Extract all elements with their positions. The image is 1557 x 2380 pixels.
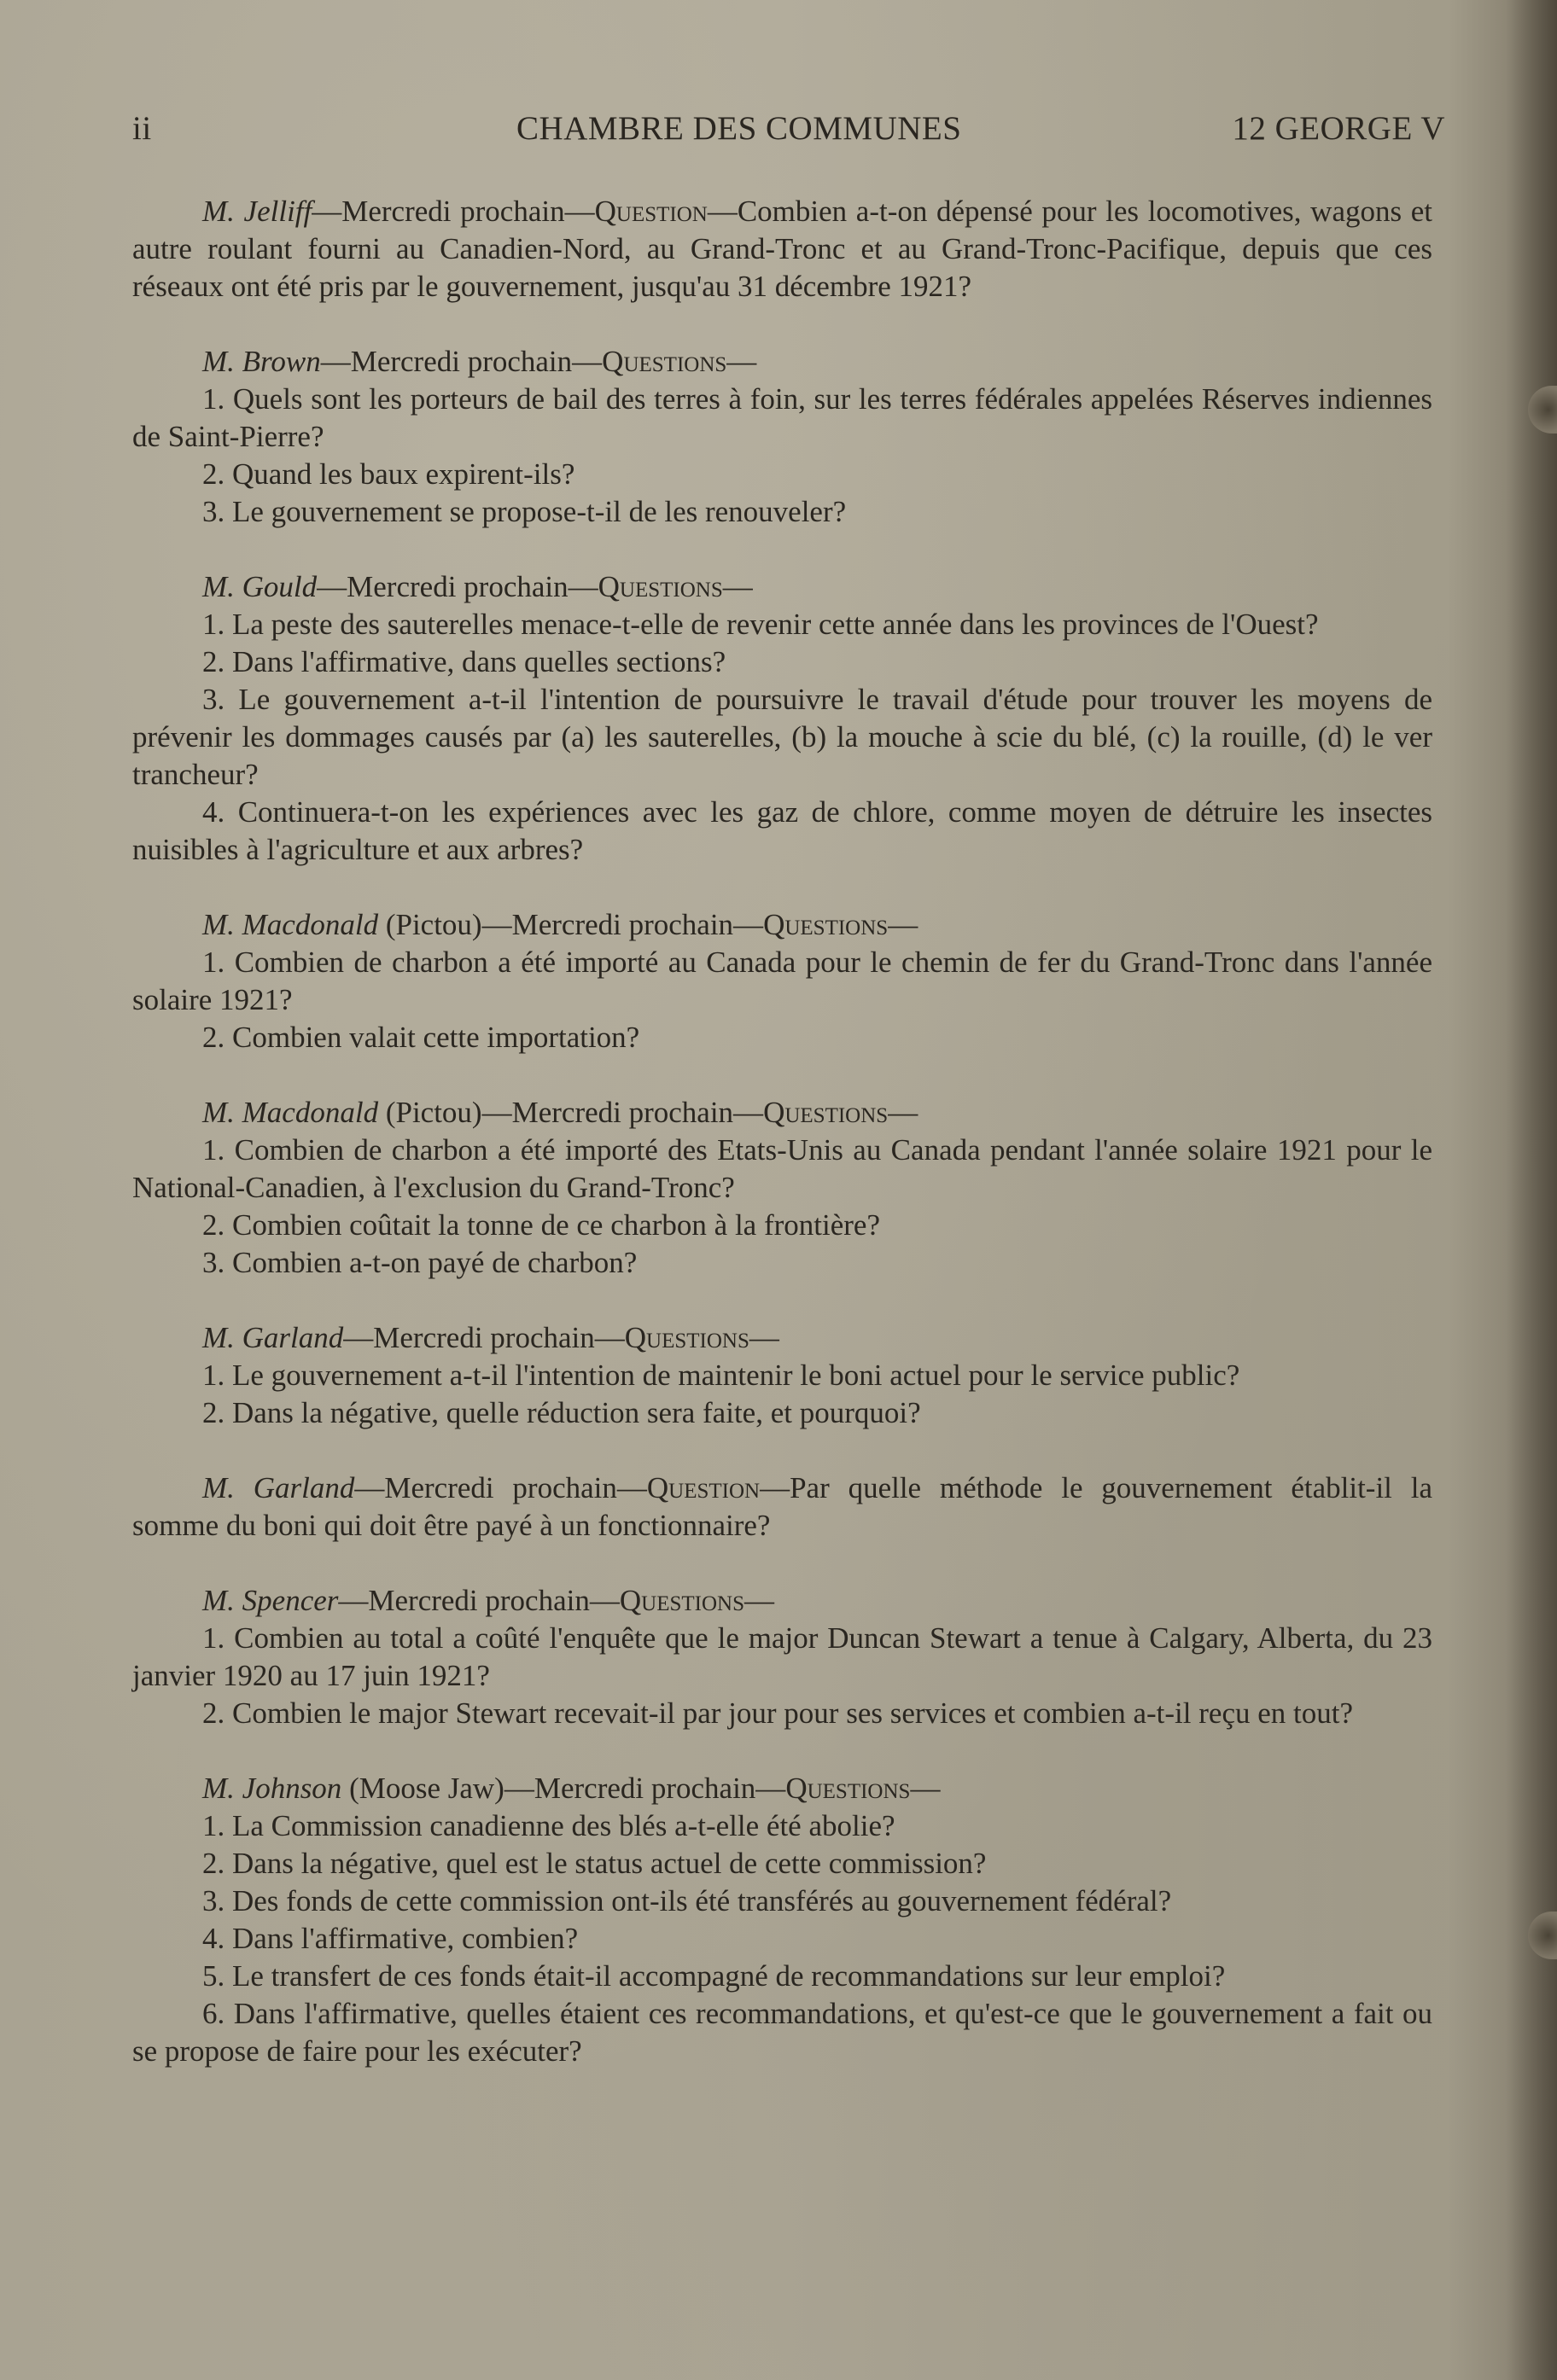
member-name: M. Johnson xyxy=(202,1772,342,1805)
question-date: —Mercredi prochain— xyxy=(504,1772,786,1805)
question-entry xyxy=(132,1319,1432,1432)
question-item: 1. Quels sont les porteurs de bail des terres à foin, sur les terres fédérales appelées Réserves indiennes de Saint-Pierre? xyxy=(132,382,1432,453)
question-entry xyxy=(132,1094,1432,1282)
question-text: —Par quelle méthode le gouvernement établit-il la somme du boni qui doit être payé à un fonctionnaire? xyxy=(132,1471,1432,1542)
entry-lead xyxy=(132,1582,1432,1620)
question-kind: Questions xyxy=(624,1321,749,1354)
question-kind: Questions xyxy=(619,1584,744,1617)
question-entry xyxy=(132,1770,1432,2070)
question-entry xyxy=(132,1582,1432,1732)
question-item: 3. Le gouvernement se propose-t-il de les renouveler? xyxy=(202,495,847,528)
question-item: 1. Combien au total a coûté l'enquête que le major Duncan Stewart a tenue à Calgary, Alberta, du 23 janvier 1920 au 17 juin 1921? xyxy=(132,1621,1432,1692)
question-item: 4. Dans l'affirmative, combien? xyxy=(202,1922,579,1955)
question-text: —Combien a-t-on dépensé pour les locomotives, wagons et autre roulant fourni au Canadien-Nord, au Grand-Tronc et au Grand-Tronc-Pacifique, depuis que ces réseaux ont été pris par le gouvernement, jusqu'au 31 décembre 1921? xyxy=(132,195,1432,303)
question-item: 3. Combien a-t-on payé de charbon? xyxy=(202,1246,638,1279)
question-kind: Questions xyxy=(598,570,723,603)
question-entry xyxy=(132,1469,1432,1545)
question-kind: Questions xyxy=(763,1096,889,1129)
question-kind: Questions xyxy=(763,908,889,941)
member-name: M. Garland xyxy=(202,1471,355,1504)
member-riding: (Pictou) xyxy=(378,908,482,941)
member-riding: (Moose Jaw) xyxy=(341,1772,504,1805)
question-item: 2. Combien coûtait la tonne de ce charbon à la frontière? xyxy=(202,1208,880,1242)
question-kind: Questions xyxy=(602,345,727,378)
entry-lead xyxy=(132,193,1432,306)
question-date: —Mercredi prochain— xyxy=(312,195,595,228)
entry-lead xyxy=(132,568,1432,606)
question-date: —Mercredi prochain— xyxy=(317,570,598,603)
running-title: CHAMBRE DES COMMUNES xyxy=(516,110,962,147)
question-date: —Mercredi prochain— xyxy=(481,908,764,941)
entry-lead xyxy=(132,1094,1432,1132)
entry-lead xyxy=(132,1319,1432,1357)
question-date: —Mercredi prochain— xyxy=(338,1584,620,1617)
question-item: 5. Le transfert de ces fonds était-il accompagné de recommandations sur leur emploi? xyxy=(202,1959,1226,1993)
question-item: 3. Le gouvernement a-t-il l'intention de poursuivre le travail d'étude pour trouver les moyens de prévenir les dommages causés par (a) les sauterelles, (b) la mouche à scie du blé, (c) la rouille, (d) le ver trancheur? xyxy=(132,683,1432,791)
question-kind: Question xyxy=(594,195,708,228)
question-date: —Mercredi prochain— xyxy=(320,345,603,378)
member-name: M. Garland xyxy=(202,1321,344,1354)
question-text: — xyxy=(888,1096,918,1129)
question-date: —Mercredi prochain— xyxy=(354,1471,647,1504)
question-date: —Mercredi prochain— xyxy=(343,1321,625,1354)
question-item: 2. Dans la négative, quelle réduction sera faite, et pourquoi? xyxy=(202,1396,921,1429)
question-date: —Mercredi prochain— xyxy=(481,1096,764,1129)
member-riding: (Pictou) xyxy=(378,1096,482,1129)
question-entry xyxy=(132,568,1432,869)
question-kind: Question xyxy=(646,1471,761,1504)
question-item: 1. Combien de charbon a été importé des Etats-Unis au Canada pendant l'année solaire 1921 pour le National-Canadien, à l'exclusion du Grand-Tronc? xyxy=(132,1133,1432,1204)
question-item: 2. Combien valait cette importation? xyxy=(202,1021,640,1054)
questions-list xyxy=(132,193,1432,2108)
question-item: 2. Dans la négative, quel est le status actuel de cette commission? xyxy=(202,1847,987,1880)
question-text: — xyxy=(726,345,757,378)
member-name: M. Brown xyxy=(202,345,321,378)
question-kind: Questions xyxy=(785,1772,911,1805)
question-item: 1. Le gouvernement a-t-il l'intention de maintenir le boni actuel pour le service public? xyxy=(202,1359,1240,1392)
entry-lead xyxy=(132,1770,1432,1807)
question-text: — xyxy=(888,908,918,941)
question-item: 1. Combien de charbon a été importé au Canada pour le chemin de fer du Grand-Tronc dans l'année solaire 1921? xyxy=(132,946,1432,1016)
question-item: 3. Des fonds de cette commission ont-ils été transférés au gouvernement fédéral? xyxy=(202,1884,1172,1917)
entry-lead xyxy=(132,343,1432,381)
member-name: M. Spencer xyxy=(202,1584,339,1617)
question-item: 2. Quand les baux expirent-ils? xyxy=(202,457,575,491)
page-edge-shadow xyxy=(1506,0,1557,2380)
regnal-year: 12 GEORGE V xyxy=(1232,110,1445,147)
member-name: M. Jelliff xyxy=(202,195,312,228)
question-entry xyxy=(132,193,1432,306)
question-text: — xyxy=(910,1772,941,1805)
question-item: 1. La peste des sauterelles menace-t-elle de revenir cette année dans les provinces de l'Ouest? xyxy=(202,608,1319,641)
question-item: 2. Dans l'affirmative, dans quelles sections? xyxy=(202,645,726,678)
question-item: 4. Continuera-t-on les expériences avec les gaz de chlore, comme moyen de détruire les insectes nuisibles à l'agriculture et aux arbres? xyxy=(132,795,1432,866)
question-text: — xyxy=(744,1584,774,1617)
entry-lead xyxy=(132,1469,1432,1545)
question-item: 2. Combien le major Stewart recevait-il par jour pour ses services et combien a-t-il reçu en tout? xyxy=(202,1696,1353,1730)
question-text: — xyxy=(722,570,753,603)
question-item: 1. La Commission canadienne des blés a-t-elle été abolie? xyxy=(202,1809,895,1842)
question-text: — xyxy=(749,1321,779,1354)
member-name: M. Macdonald xyxy=(202,1096,379,1129)
page-header xyxy=(132,109,1445,157)
question-item: 6. Dans l'affirmative, quelles étaient ces recommandations, et qu'est-ce que le gouvernement a fait ou se propose de faire pour les exécuter? xyxy=(132,1997,1432,2068)
question-entry xyxy=(132,906,1432,1056)
member-name: M. Macdonald xyxy=(202,908,379,941)
entry-lead xyxy=(132,906,1432,944)
page-number: ii xyxy=(132,110,152,147)
question-entry xyxy=(132,343,1432,531)
member-name: M. Gould xyxy=(202,570,318,603)
